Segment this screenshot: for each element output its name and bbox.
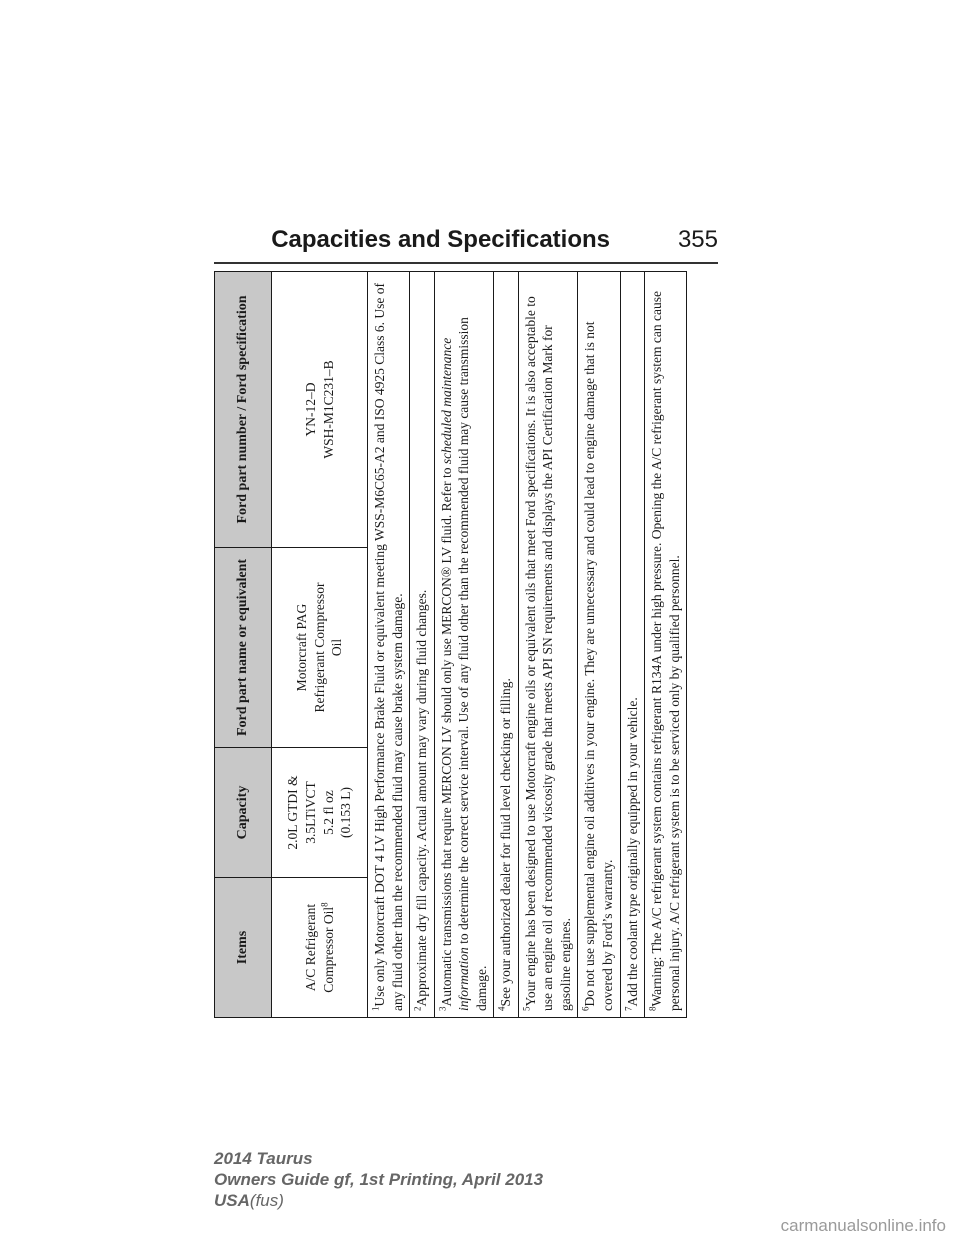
footer-market-code: USA (214, 1191, 250, 1210)
footnote-6 (578, 272, 620, 1018)
part-name-line: Oil (329, 638, 345, 657)
col-header-items: Items (215, 878, 272, 1018)
footnote-4 (494, 272, 519, 1018)
part-number-line: YN-12–D (302, 382, 318, 437)
col-header-part-name: Ford part name or equivalent (215, 548, 272, 748)
footnote-5 (518, 272, 578, 1018)
cell-item (272, 878, 368, 1018)
footnote-text: Add the coolant type originally equipped in your vehicle. (624, 697, 640, 1007)
footnote-italic-reference: scheduled maintenance information (438, 337, 472, 1011)
footnote-text: See your authorized dealer for fluid level checking or filling. (498, 678, 514, 1007)
footnote-text: to determine the correct service interval. Use of any fluid other than the recommended fluid may cause transmission damage. (456, 317, 489, 1011)
part-number-line: WSH-M1C231–B (320, 360, 336, 459)
cell-part-name (272, 548, 368, 748)
footnote-text: Use only Motorcraft DOT 4 LV High Performance Brake Fluid or equivalent meeting WSS-M6C65-A2 and ISO 4925 Class 6. Use of any fluid other than the recommended fluid may cause brake system damage. (372, 282, 405, 1011)
cell-capacity (272, 748, 368, 878)
footnote-number: 5 (521, 1006, 532, 1011)
capacity-line: 3.5LTiVCT (302, 781, 318, 844)
page-footer (214, 1148, 543, 1211)
capacities-table (214, 271, 687, 1018)
footer-model: 2014 Taurus (214, 1149, 313, 1168)
footnote-text: Do not use supplemental engine oil additives in your engine. They are unnecessary and could lead to engine damage that is not covered by Ford’s warranty. (582, 321, 616, 1011)
rotated-table-block (214, 272, 682, 1018)
footnote-row (620, 272, 645, 1018)
footnote-row (434, 272, 494, 1018)
footnote-number: 7 (623, 1006, 634, 1011)
footnote-number: 4 (496, 1006, 507, 1011)
footnote-8 (645, 272, 687, 1018)
footnote-number: 3 (437, 1006, 448, 1011)
footnote-row (368, 272, 410, 1018)
col-header-part-number: Ford part number / Ford specification (215, 272, 272, 548)
footnote-7 (620, 272, 645, 1018)
footnote-row (410, 272, 435, 1018)
footnote-row (578, 272, 620, 1018)
footnote-2 (410, 272, 435, 1018)
table-row (272, 272, 368, 1018)
footnote-text: Approximate dry fill capacity. Actual amount may vary during fluid changes. (414, 589, 430, 1007)
footnote-3 (434, 272, 494, 1018)
footer-printing: Owners Guide gf, 1st Printing, April 2013 (214, 1170, 544, 1189)
footer-market-suffix: (fus) (249, 1191, 284, 1210)
footnote-text: Automatic transmissions that require MERCON LV should only use MERCON® LV fluid. Refer to (438, 464, 454, 1007)
page-header (214, 226, 718, 262)
footnote-1 (368, 272, 410, 1018)
item-footnote-ref: 8 (319, 902, 329, 907)
footnote-number: 6 (580, 1006, 591, 1011)
cell-part-number (272, 272, 368, 548)
capacity-line: 5.2 fl oz (320, 790, 336, 835)
capacity-line: 2.0L GTDI & (285, 775, 301, 850)
section-title: Capacities and Specifications (271, 226, 610, 253)
footnote-row (518, 272, 578, 1018)
part-name-line: Refrigerant Compressor (311, 582, 327, 713)
footnote-number: 8 (647, 1006, 658, 1011)
watermark: carmanualsonline.info (780, 1216, 946, 1235)
capacity-line: (0.153 L) (338, 787, 354, 838)
footnote-row (494, 272, 519, 1018)
footnote-text: Your engine has been designed to use Motorcraft engine oils or equivalent oils that meet Ford specifications. It is also acceptable to use an engine oil of recommended viscosity grade that meets API SN requirements and displays the API Certification Mark for gasoline engines. (522, 296, 573, 1011)
table-header-row (215, 272, 272, 1018)
footnote-number: 1 (370, 1006, 381, 1011)
item-name: A/C Refrigerant Compressor Oil (302, 903, 336, 993)
part-name-line: Motorcraft PAG (294, 603, 310, 692)
footer-market (214, 1190, 543, 1211)
page-number: 355 (677, 226, 718, 253)
header-rule (214, 262, 718, 264)
footnote-row (645, 272, 687, 1018)
footnote-number: 2 (412, 1006, 423, 1011)
footnote-text: Warning: The A/C refrigerant system contains refrigerant R134A under high pressure. Opening the A/C refrigerant system can cause personal injury. A/C refrigerant system is to be serviced only by qualified personnel. (649, 291, 682, 1011)
col-header-capacity: Capacity (215, 748, 272, 878)
